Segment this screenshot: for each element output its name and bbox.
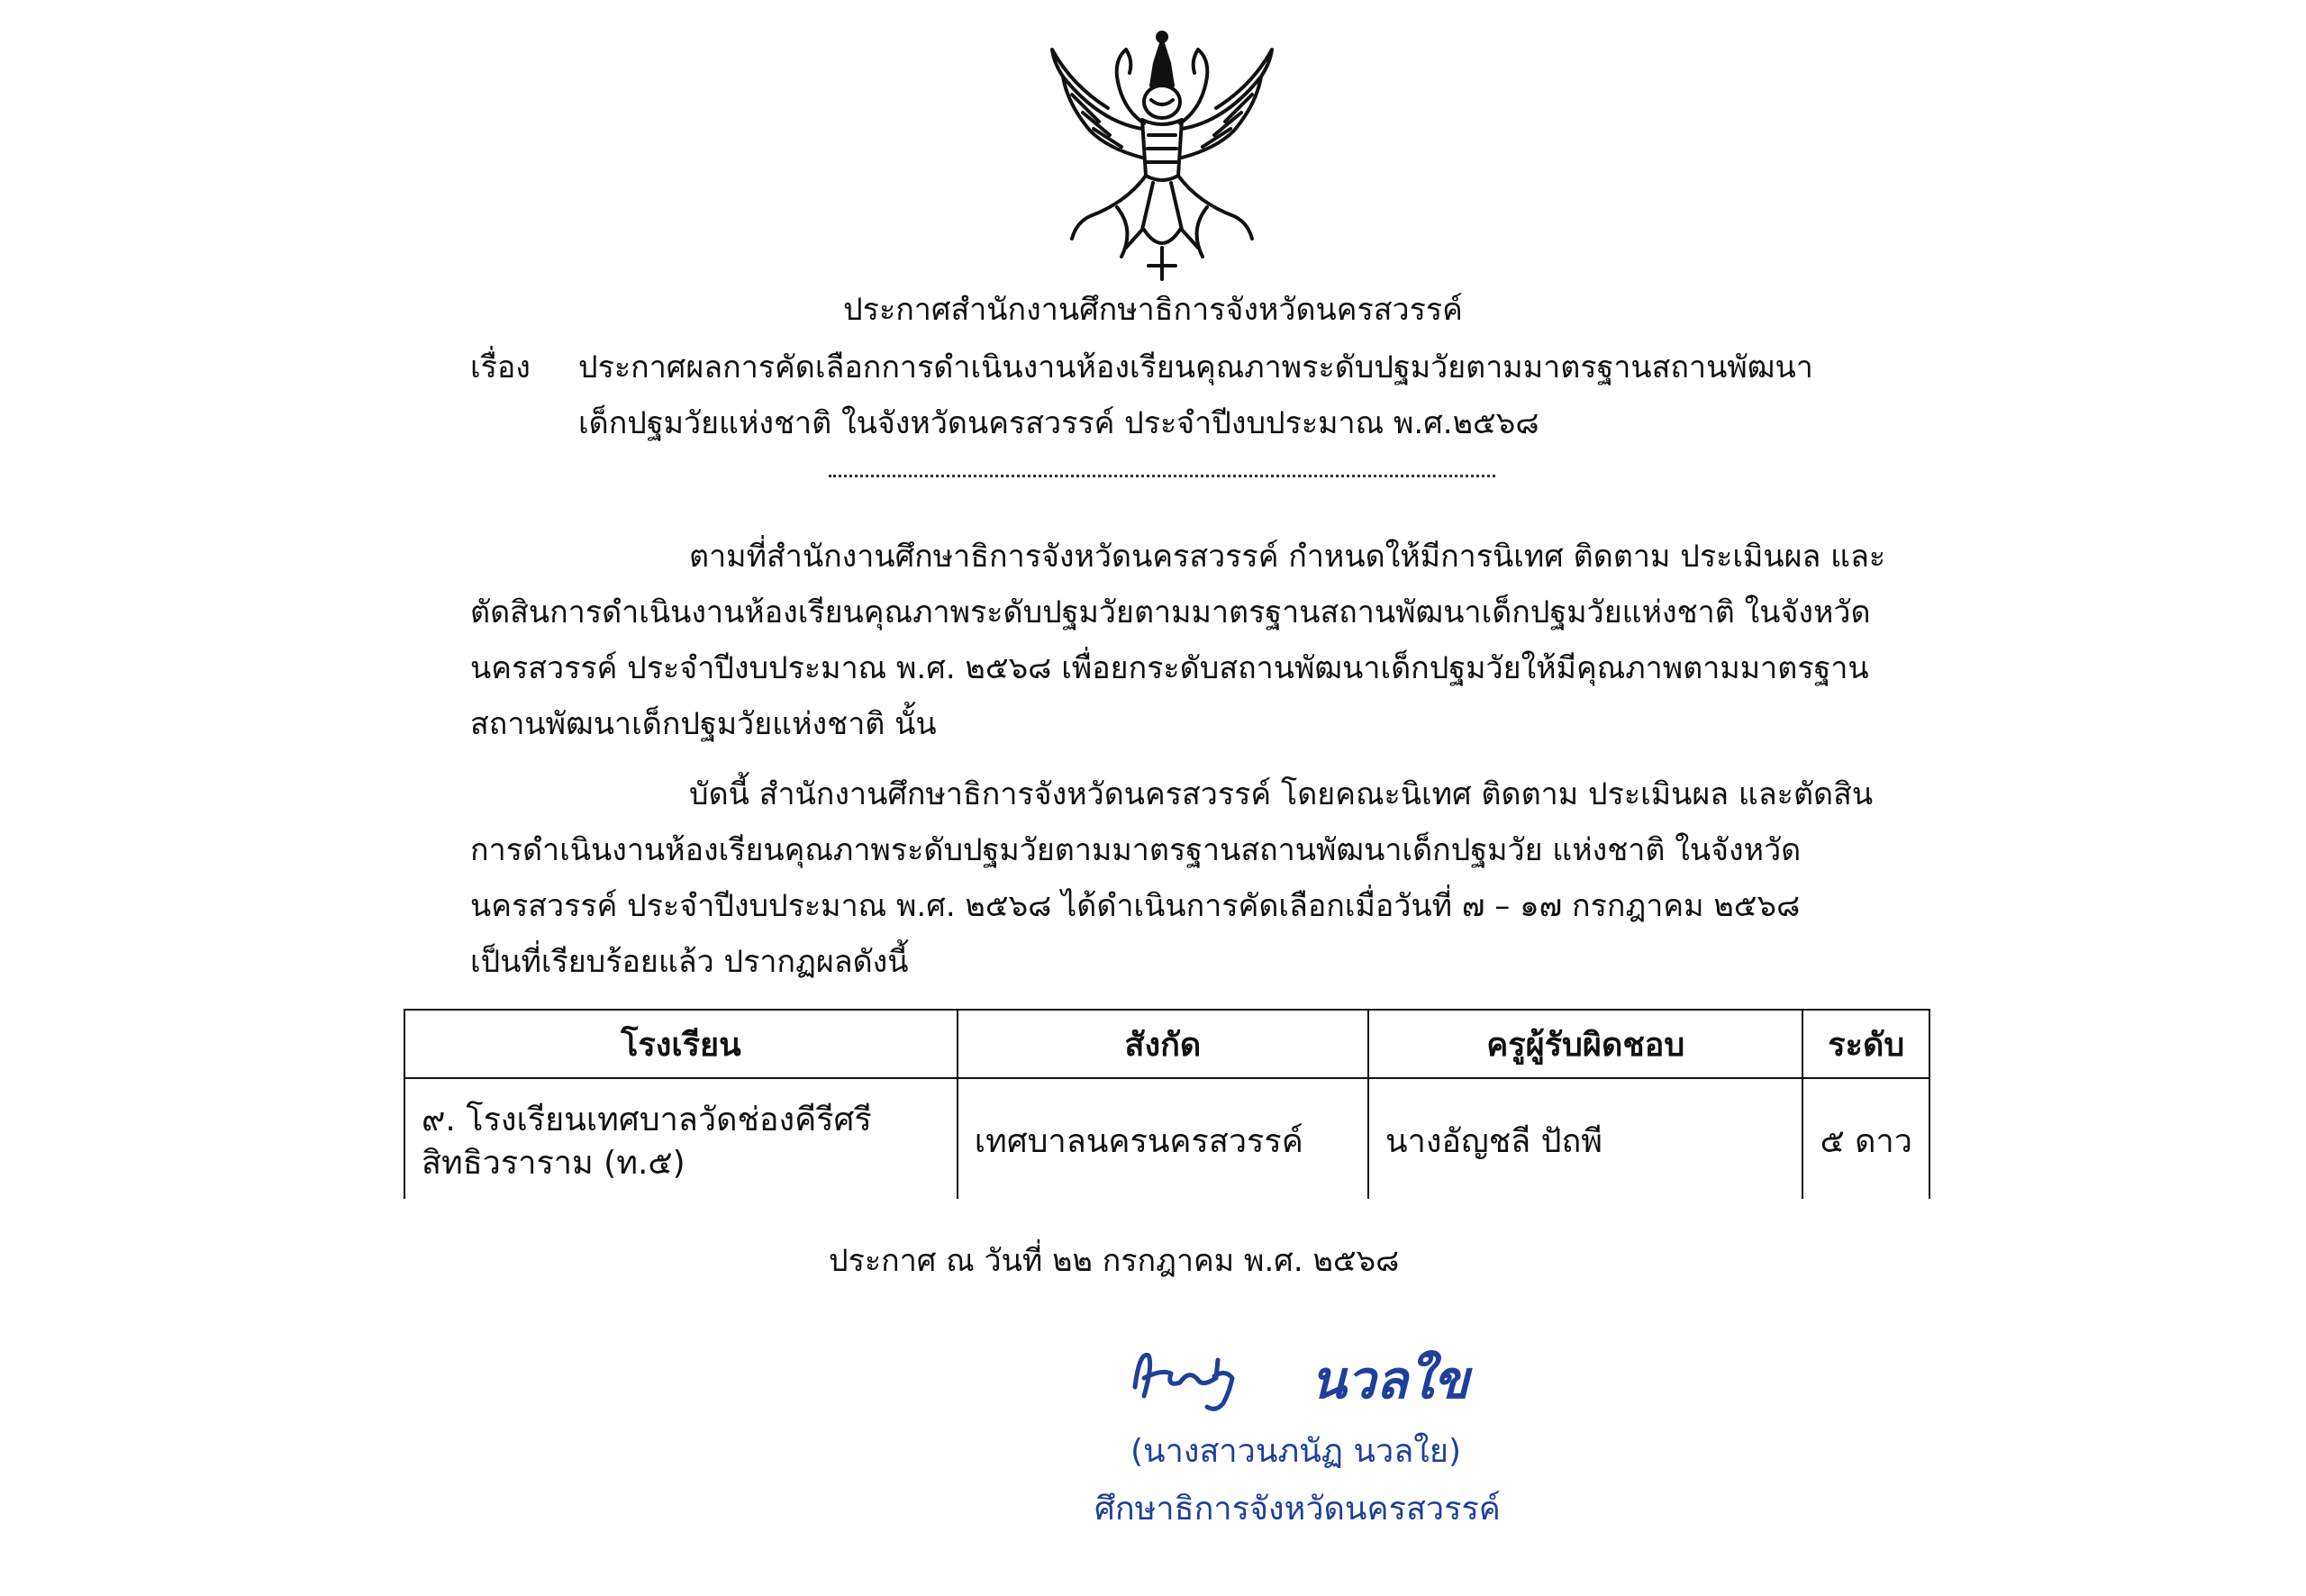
column-header-affiliation: สังกัด: [958, 1010, 1368, 1078]
paragraph-2-line-3: นครสวรรค์ ประจำปีงบประมาณ พ.ศ. ๒๕๖๘ ได้ดำเนินการคัดเลือกเมื่อวันที่ ๗ – ๑๗ กรกฎาคม ๒๕๖๘: [470, 888, 1801, 924]
cell-affiliation: เทศบาลนครนครสวรรค์: [958, 1078, 1368, 1206]
subject-line-1: ประกาศผลการคัดเลือกการดำเนินงานห้องเรียนคุณภาพระดับปฐมวัยตามมาตรฐานสถานพัฒนา: [578, 349, 1813, 385]
subject-label: เรื่อง: [470, 349, 531, 385]
signer-position: ศึกษาธิการจังหวัดนครสวรรค์: [1094, 1491, 1501, 1528]
document-title: ประกาศสำนักงานศึกษาธิการจังหวัดนครสวรรค์: [843, 292, 1463, 328]
subject-line-2: เด็กปฐมวัยแห่งชาติ ในจังหวัดนครสวรรค์ ประจำปีงบประมาณ พ.ศ.๒๕๖๘: [578, 405, 1539, 441]
paragraph-2-line-2: การดำเนินงานห้องเรียนคุณภาพระดับปฐมวัยตามมาตรฐานสถานพัฒนาเด็กปฐมวัย แห่งชาติ ในจังหวัด: [470, 832, 1802, 868]
school-name-line-2: สิทธิวราราม (ท.๕): [422, 1145, 685, 1182]
signature-script: นวลใข: [1311, 1349, 1469, 1410]
school-name-line-1: ๙. โรงเรียนเทศบาลวัดช่องคีรีศรี: [422, 1102, 872, 1138]
separator-dots: [829, 475, 1495, 477]
paragraph-1-line-2: ตัดสินการดำเนินงานห้องเรียนคุณภาพระดับปฐมวัยตามมาตรฐานสถานพัฒนาเด็กปฐมวัยแห่งชาติ ในจังหวัด: [470, 594, 1871, 630]
signer-name: (นางสาวนภนัฏ นวลใย): [1130, 1433, 1462, 1470]
paragraph-1-line-1: ตามที่สำนักงานศึกษาธิการจังหวัดนครสวรรค์ กำหนดให้มีการนิเทศ ติดตาม ประเมินผล และ: [689, 539, 1886, 575]
handwritten-signature: [1117, 1333, 1495, 1423]
paragraph-2-line-1: บัดนี้ สำนักงานศึกษาธิการจังหวัดนครสวรรค์ โดยคณะนิเทศ ติดตาม ประเมินผล และตัดสิน: [689, 776, 1874, 812]
paragraph-1-line-4: สถานพัฒนาเด็กปฐมวัยแห่งชาติ นั้น: [470, 706, 937, 742]
table-cut-cover: [396, 1199, 1946, 1235]
cell-teacher: นางอัญชลี ปัถพี: [1368, 1078, 1802, 1206]
cell-level: ๕ ดาว: [1802, 1078, 1929, 1206]
paragraph-1-line-3: นครสวรรค์ ประจำปีงบประมาณ พ.ศ. ๒๕๖๘ เพื่อยกระดับสถานพัฒนาเด็กปฐมวัยให้มีคุณภาพตามมาตรฐาน: [470, 650, 1869, 686]
table-row: [404, 1078, 1929, 1206]
paragraph-2-line-4: เป็นที่เรียบร้อยแล้ว ปรากฏผลดังนี้: [470, 944, 909, 980]
announcement-date: ประกาศ ณ วันที่ ๒๒ กรกฎาคม พ.ศ. ๒๕๖๘: [829, 1243, 1400, 1279]
column-header-school: โรงเรียน: [404, 1010, 958, 1078]
column-header-level: ระดับ: [1802, 1010, 1929, 1078]
table-header-row: [404, 1010, 1929, 1078]
cell-school: [404, 1078, 958, 1206]
column-header-teacher: ครูผู้รับผิดชอบ: [1368, 1010, 1802, 1078]
results-table: [404, 1009, 1930, 1207]
garuda-emblem-icon: [1036, 23, 1288, 293]
